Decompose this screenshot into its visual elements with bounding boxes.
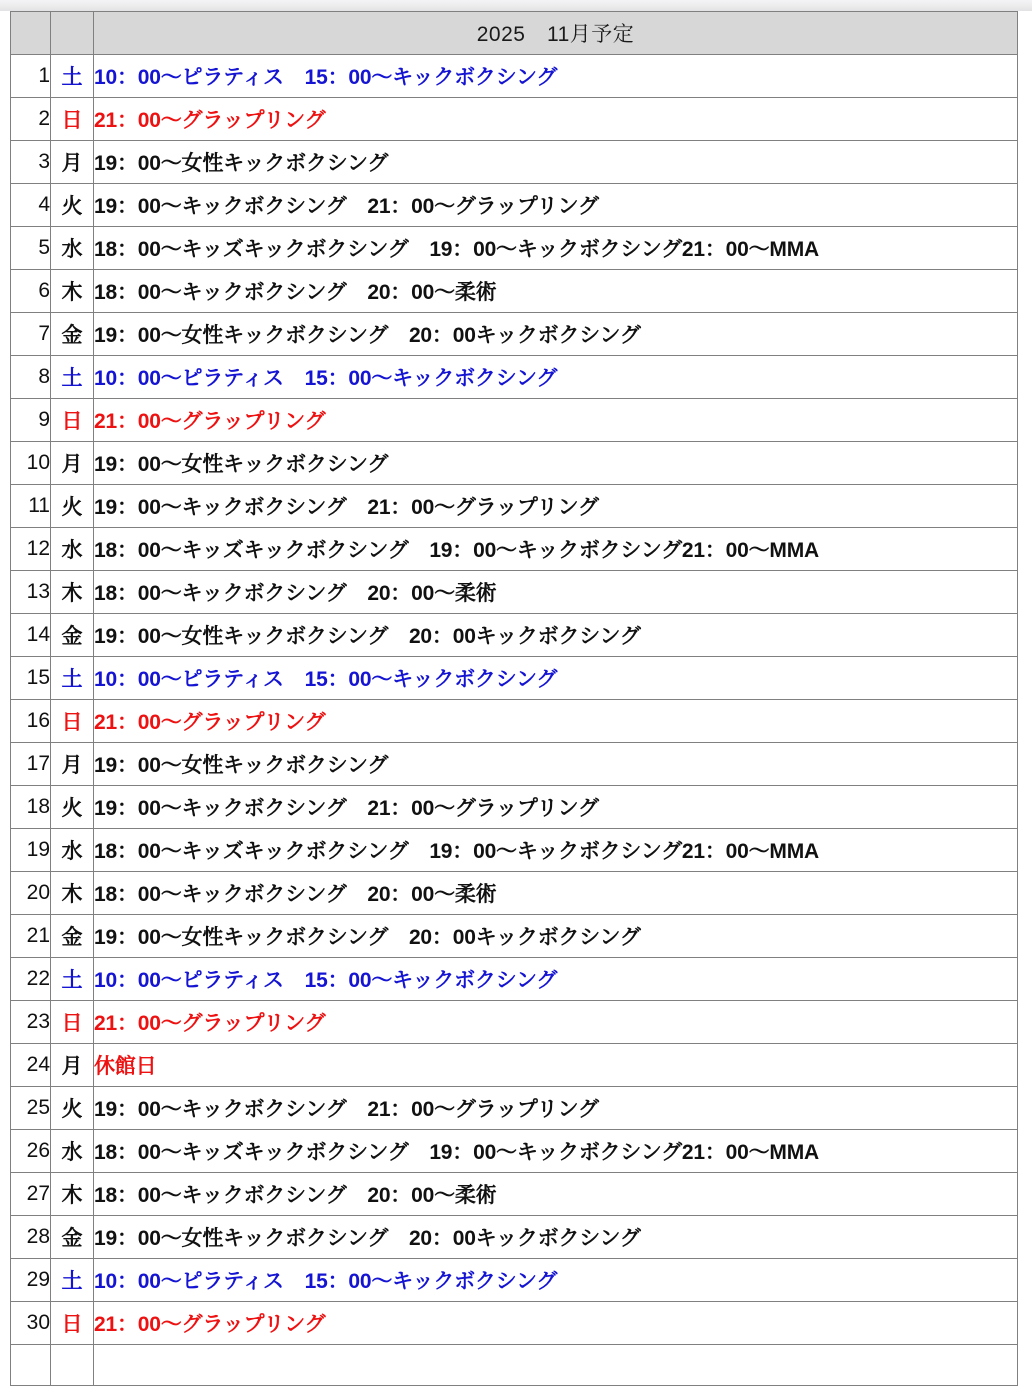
schedule-text: 21：00～グラップリング [94,1302,1018,1345]
weekday-label: 金 [51,915,94,958]
schedule-text: 19：00～キックボクシング 21：00～グラップリング [94,485,1018,528]
schedule-text: 18：00～キックボクシング 20：00～柔術 [94,1173,1018,1216]
table-row-empty [11,1345,1018,1386]
table-row [11,227,1018,270]
day-number: 12 [11,528,51,571]
table-row [11,1216,1018,1259]
schedule-text: 19：00～女性キックボクシング [94,141,1018,184]
schedule-text: 19：00～女性キックボクシング 20：00キックボクシング [94,915,1018,958]
day-number: 6 [11,270,51,313]
day-number: 24 [11,1044,51,1087]
table-row [11,313,1018,356]
day-number: 7 [11,313,51,356]
weekday-label: 木 [51,571,94,614]
schedule-text: 休館日 [94,1044,1018,1087]
table-row [11,1259,1018,1302]
table-row [11,141,1018,184]
schedule-text: 10：00～ピラティス 15：00～キックボクシング [94,1259,1018,1302]
day-number [11,1345,51,1386]
table-row [11,872,1018,915]
table-row [11,98,1018,141]
table-row [11,829,1018,872]
table-row [11,743,1018,786]
day-number: 23 [11,1001,51,1044]
weekday-label [51,1345,94,1386]
weekday-label: 金 [51,313,94,356]
weekday-label: 日 [51,1302,94,1345]
table-row [11,1087,1018,1130]
day-number: 8 [11,356,51,399]
weekday-label: 土 [51,1259,94,1302]
table-row [11,786,1018,829]
header-day-cell [11,12,51,55]
weekday-label: 月 [51,1044,94,1087]
day-number: 13 [11,571,51,614]
weekday-label: 日 [51,98,94,141]
day-number: 10 [11,442,51,485]
schedule-text: 21：00～グラップリング [94,700,1018,743]
weekday-label: 金 [51,1216,94,1259]
schedule-text: 19：00～キックボクシング 21：00～グラップリング [94,1087,1018,1130]
day-number: 5 [11,227,51,270]
day-number: 25 [11,1087,51,1130]
weekday-label: 火 [51,485,94,528]
weekday-label: 月 [51,141,94,184]
table-row [11,657,1018,700]
day-number: 30 [11,1302,51,1345]
weekday-label: 金 [51,614,94,657]
table-row [11,1044,1018,1087]
table-row [11,614,1018,657]
day-number: 29 [11,1259,51,1302]
schedule-text: 19：00～女性キックボクシング 20：00キックボクシング [94,1216,1018,1259]
schedule-text: 18：00～キックボクシング 20：00～柔術 [94,270,1018,313]
weekday-label: 月 [51,743,94,786]
schedule-table [10,11,1018,1386]
weekday-label: 水 [51,528,94,571]
table-row [11,270,1018,313]
weekday-label: 水 [51,227,94,270]
day-number: 11 [11,485,51,528]
day-number: 28 [11,1216,51,1259]
schedule-text: 21：00～グラップリング [94,98,1018,141]
table-row [11,571,1018,614]
day-number: 15 [11,657,51,700]
weekday-label: 火 [51,1087,94,1130]
table-row [11,1130,1018,1173]
schedule-text: 18：00～キックボクシング 20：00～柔術 [94,571,1018,614]
day-number: 27 [11,1173,51,1216]
day-number: 3 [11,141,51,184]
table-row [11,485,1018,528]
schedule-text: 19：00～キックボクシング 21：00～グラップリング [94,786,1018,829]
day-number: 26 [11,1130,51,1173]
weekday-label: 月 [51,442,94,485]
schedule-text: 19：00～女性キックボクシング 20：00キックボクシング [94,313,1018,356]
day-number: 19 [11,829,51,872]
schedule-text: 10：00～ピラティス 15：00～キックボクシング [94,356,1018,399]
weekday-label: 日 [51,1001,94,1044]
schedule-text: 18：00～キックボクシング 20：00～柔術 [94,872,1018,915]
table-row [11,528,1018,571]
day-number: 2 [11,98,51,141]
schedule-text: 18：00～キッズキックボクシング 19：00～キックボクシング21：00～MMA [94,528,1018,571]
day-number: 9 [11,399,51,442]
weekday-label: 火 [51,786,94,829]
weekday-label: 水 [51,1130,94,1173]
table-row [11,915,1018,958]
weekday-label: 火 [51,184,94,227]
day-number: 14 [11,614,51,657]
table-row [11,184,1018,227]
schedule-text: 21：00～グラップリング [94,1001,1018,1044]
table-row [11,55,1018,98]
table-row [11,356,1018,399]
page-title: 2025 11月予定 [94,12,1018,55]
schedule-text: 19：00～女性キックボクシング [94,442,1018,485]
window-top-strip [0,0,1032,11]
table-row [11,1001,1018,1044]
day-number: 22 [11,958,51,1001]
day-number: 16 [11,700,51,743]
schedule-text: 21：00～グラップリング [94,399,1018,442]
weekday-label: 木 [51,270,94,313]
table-row [11,1173,1018,1216]
weekday-label: 日 [51,700,94,743]
table-row [11,1302,1018,1345]
day-number: 18 [11,786,51,829]
schedule-text: 19：00～キックボクシング 21：00～グラップリング [94,184,1018,227]
day-number: 4 [11,184,51,227]
table-row [11,399,1018,442]
table-row [11,700,1018,743]
schedule-text: 19：00～女性キックボクシング 20：00キックボクシング [94,614,1018,657]
day-number: 17 [11,743,51,786]
weekday-label: 土 [51,55,94,98]
schedule-text: 18：00～キッズキックボクシング 19：00～キックボクシング21：00～MMA [94,227,1018,270]
weekday-label: 水 [51,829,94,872]
day-number: 21 [11,915,51,958]
schedule-text: 10：00～ピラティス 15：00～キックボクシング [94,657,1018,700]
table-row [11,442,1018,485]
schedule-text [94,1345,1018,1386]
weekday-label: 土 [51,356,94,399]
weekday-label: 土 [51,657,94,700]
day-number: 20 [11,872,51,915]
day-number: 1 [11,55,51,98]
schedule-text: 19：00～女性キックボクシング [94,743,1018,786]
weekday-label: 土 [51,958,94,1001]
weekday-label: 木 [51,1173,94,1216]
schedule-sheet [10,11,1017,1386]
weekday-label: 日 [51,399,94,442]
schedule-text: 10：00～ピラティス 15：00～キックボクシング [94,55,1018,98]
schedule-text: 18：00～キッズキックボクシング 19：00～キックボクシング21：00～MMA [94,829,1018,872]
header-weekday-cell [51,12,94,55]
schedule-text: 10：00～ピラティス 15：00～キックボクシング [94,958,1018,1001]
weekday-label: 木 [51,872,94,915]
table-row [11,958,1018,1001]
table-header-row [11,12,1018,55]
schedule-text: 18：00～キッズキックボクシング 19：00～キックボクシング21：00～MMA [94,1130,1018,1173]
